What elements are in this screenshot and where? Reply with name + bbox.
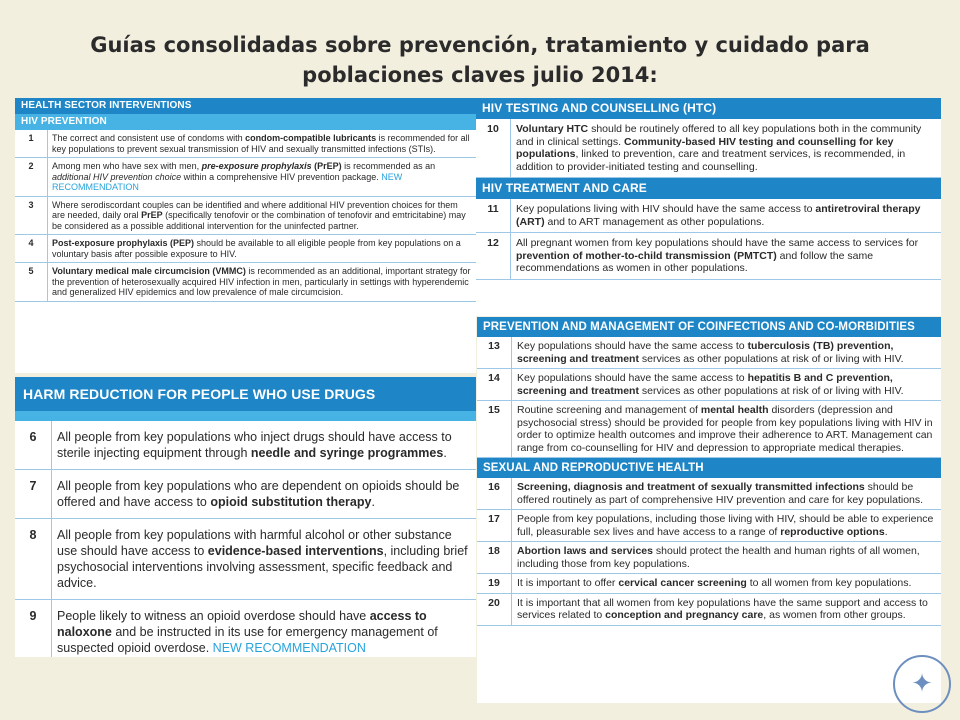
table-row	[15, 470, 476, 519]
srh-table	[477, 478, 941, 626]
harm-reduction-panel	[15, 377, 476, 657]
coinfections-table	[477, 337, 941, 458]
table-row	[477, 510, 941, 542]
row-number: 2	[15, 158, 48, 197]
row-number: 1	[15, 130, 48, 158]
table-row	[15, 130, 476, 158]
row-text: Abortion laws and services should protect the health and human rights of all women, including those from key populations.	[512, 542, 942, 574]
row-number: 18	[477, 542, 512, 574]
table-row	[477, 478, 941, 510]
testing-treatment-panel	[476, 98, 941, 316]
row-number: 17	[477, 510, 512, 542]
row-number: 15	[477, 401, 512, 458]
row-number: 6	[15, 421, 52, 470]
table-row	[476, 233, 941, 280]
health-sector-header: HEALTH SECTOR INTERVENTIONS	[15, 98, 476, 114]
row-number: 20	[477, 593, 512, 625]
table-row	[477, 574, 941, 594]
health-sector-panel	[15, 98, 476, 373]
table-row	[477, 593, 941, 625]
emblem-icon: ✦	[893, 655, 951, 713]
row-text: Post-exposure prophylaxis (PEP) should be available to all eligible people from key populations on a voluntary basis after possible exposure to HIV.	[48, 235, 477, 263]
row-text: People from key populations, including those living with HIV, should be able to experience full, pleasurable sex lives and have access to a range of reproductive options.	[512, 510, 942, 542]
slide-title-line-2: poblaciones claves julio 2014:	[302, 63, 658, 87]
row-number: 13	[477, 337, 512, 369]
row-number: 19	[477, 574, 512, 594]
srh-header: SEXUAL AND REPRODUCTIVE HEALTH	[477, 458, 941, 478]
row-number: 16	[477, 478, 512, 510]
harm-reduction-table	[15, 421, 476, 657]
row-number: 10	[476, 119, 511, 178]
table-row	[15, 263, 476, 302]
harm-reduction-header: HARM REDUCTION FOR PEOPLE WHO USE DRUGS	[15, 377, 476, 411]
slide-title	[0, 30, 960, 90]
row-text: Routine screening and management of mental health disorders (depression and psychosocial stress) should be provided for people from key populations living with HIV in order to optimize health outcomes and improve their adherence to ART. Management can range from co-counselling for HIV and depression to appropriate medical therapies.	[512, 401, 942, 458]
row-text: Key populations should have the same access to tuberculosis (TB) prevention, screening and treatment services as other populations at risk of or living with HIV.	[512, 337, 942, 369]
row-text: It is important that all women from key populations have the same support and access to services related to conception and pregnancy care, as women from other groups.	[512, 593, 942, 625]
coinfections-srh-panel	[477, 317, 941, 703]
row-text: All people from key populations who inject drugs should have access to sterile injecting equipment through needle and syringe programmes.	[52, 421, 477, 470]
row-text: Where serodiscordant couples can be identified and where additional HIV prevention choices for them are needed, daily oral PrEP (specifically tenofovir or the combination of tenofovir and emtricitabine) may be considered as a possible additional intervention for the uninfected partner.	[48, 196, 477, 235]
htc-table	[476, 119, 941, 178]
row-text: All people from key populations with harmful alcohol or other substance use should have access to evidence-based interventions, including brief psychosocial interventions involving assessment, specific feedback and advice.	[52, 519, 477, 600]
coinfections-header: PREVENTION AND MANAGEMENT OF COINFECTIONS AND CO-MORBIDITIES	[477, 317, 941, 337]
table-row	[15, 158, 476, 197]
table-row	[476, 199, 941, 233]
hiv-prevention-header: HIV PREVENTION	[15, 114, 476, 130]
row-text: Among men who have sex with men, pre-exposure prophylaxis (PrEP) is recommended as an additional HIV prevention choice within a comprehensive HIV prevention package. NEW RECOMMENDATION	[48, 158, 477, 197]
harm-reduction-strip	[15, 411, 476, 421]
htc-header: HIV TESTING AND COUNSELLING (HTC)	[476, 98, 941, 119]
row-number: 5	[15, 263, 48, 302]
row-number: 9	[15, 600, 52, 658]
table-row	[15, 235, 476, 263]
row-number: 11	[476, 199, 511, 233]
treatment-care-header: HIV TREATMENT AND CARE	[476, 178, 941, 199]
row-text: Key populations should have the same access to hepatitis B and C prevention, screening and treatment services as other populations at risk of or living with HIV.	[512, 369, 942, 401]
table-row	[15, 196, 476, 235]
row-text: It is important to offer cervical cancer screening to all women from key populations.	[512, 574, 942, 594]
table-row	[476, 119, 941, 178]
table-row	[477, 542, 941, 574]
row-text: The correct and consistent use of condoms with condom-compatible lubricants is recommended for all key populations to prevent sexual transmission of HIV and sexually transmitted infections (STIs).	[48, 130, 477, 158]
row-number: 14	[477, 369, 512, 401]
row-text: Screening, diagnosis and treatment of sexually transmitted infections should be offered routinely as part of comprehensive HIV prevention and care for key populations.	[512, 478, 942, 510]
row-text: Key populations living with HIV should have the same access to antiretroviral therapy (ART) and to ART management as other populations.	[511, 199, 942, 233]
treatment-care-table	[476, 199, 941, 280]
table-row	[477, 337, 941, 369]
row-text: People likely to witness an opioid overdose should have access to naloxone and be instructed in its use for emergency management of suspected opioid overdose. NEW RECOMMENDATION	[52, 600, 477, 658]
row-number: 7	[15, 470, 52, 519]
row-number: 4	[15, 235, 48, 263]
row-text: All people from key populations who are dependent on opioids should be offered and have access to opioid substitution therapy.	[52, 470, 477, 519]
table-row	[477, 401, 941, 458]
slide-title-line-1: Guías consolidadas sobre prevención, tratamiento y cuidado para	[90, 33, 870, 57]
row-number: 12	[476, 233, 511, 280]
row-number: 3	[15, 196, 48, 235]
table-row	[15, 519, 476, 600]
table-row	[15, 600, 476, 658]
row-text: Voluntary HTC should be routinely offered to all key populations both in the community and in clinical settings. Community-based HIV testing and counselling for key populations, linked to prevention, care and treatment services, is recommended, in addition to provider-initiated testing and counselling.	[511, 119, 942, 178]
hiv-prevention-table	[15, 130, 476, 302]
row-text: Voluntary medical male circumcision (VMMC) is recommended as an additional, important strategy for the prevention of heterosexually acquired HIV infection in men, particularly in settings with hyperendemic and generalized HIV epidemics and low prevalence of male circumcision.	[48, 263, 477, 302]
row-text: All pregnant women from key populations should have the same access to services for prevention of mother-to-child transmission (PMTCT) and follow the same recommendations as women in other populations.	[511, 233, 942, 280]
table-row	[15, 421, 476, 470]
table-row	[477, 369, 941, 401]
row-number: 8	[15, 519, 52, 600]
